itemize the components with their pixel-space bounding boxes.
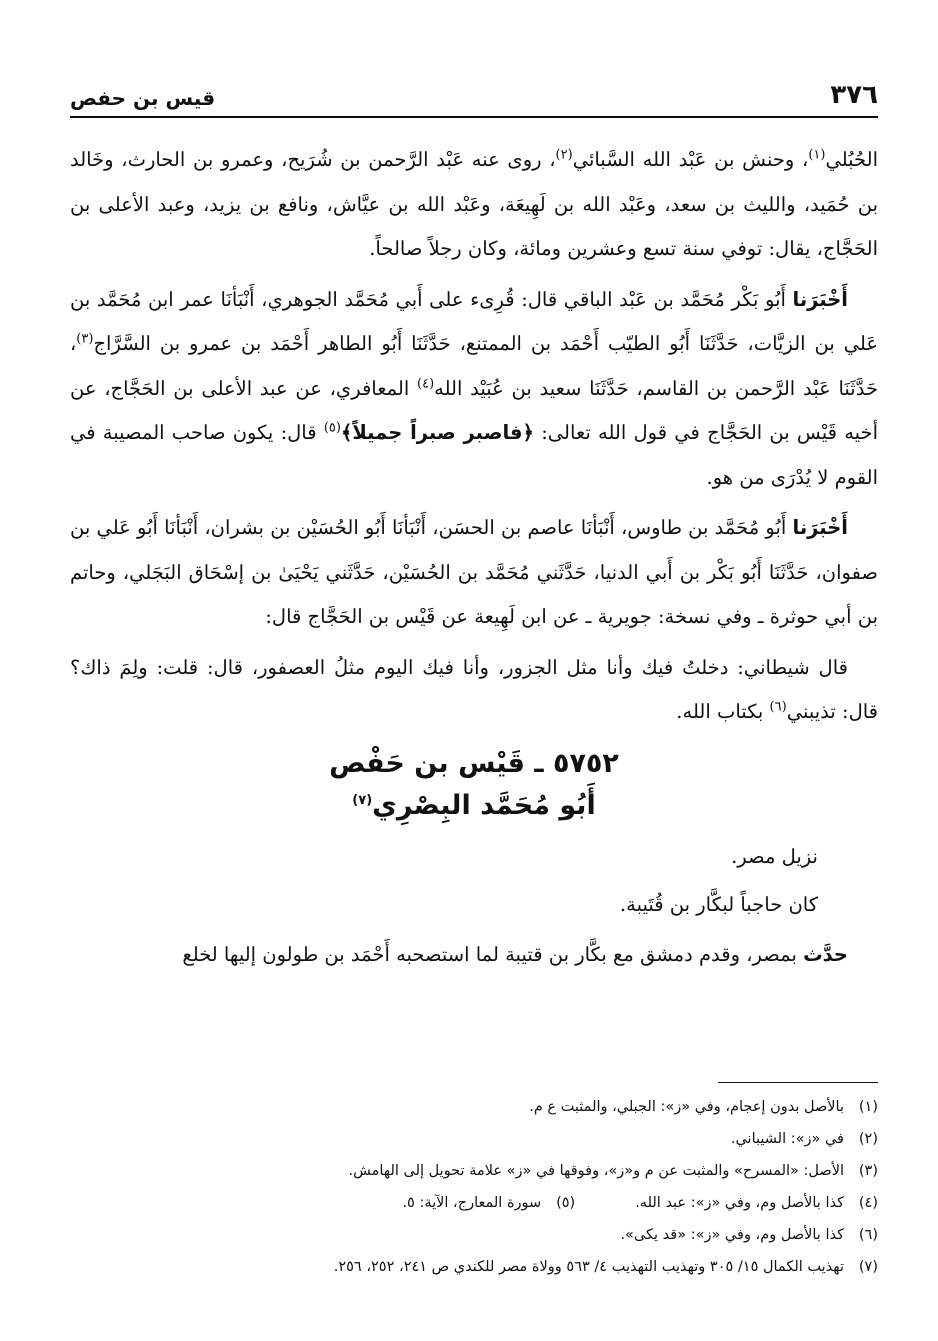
footnote-text: كذا بالأصل وم، وفي «ز»: عبد الله. (635, 1195, 844, 1211)
paragraph-1 (70, 138, 878, 272)
entry-subtitle (70, 785, 878, 827)
text-segment: بكتاب الله. (676, 700, 770, 723)
quran-verse: ﴿فاصبر صبراً جميلاً﴾ (340, 421, 534, 444)
entry-line-2: كان حاجباً لبكَّار بن قُتَيبة. (619, 892, 818, 916)
page-number: ٣٧٦ (830, 80, 878, 110)
footnote-text: في «ز»: الشيباني. (730, 1131, 844, 1147)
footnote-number: (٣) (858, 1163, 878, 1179)
text-segment: ، وحنش بن عَبْد الله السَّبائي (572, 148, 809, 171)
text-segment: بمصر، وقدم دمشق مع بكَّار بن قتيبة لما استصحبه أَحْمَد بن طولون إليها لخلع (182, 942, 804, 966)
main-text (70, 138, 878, 977)
text-segment: أَبُو بَكْر مُحَمَّد بن عَبْد الباقي قال: قُرِىء على أَبي مُحَمَّد الجوهري، أَنْبَأنَا عمر ابن مُحَمَّد بن عَلي بن الزيَّات، حَدَّثَنَا أَبُو الطيّب أَحْمَد بن الممتنع، حَدَّثَنَا أَبُو الطاهر أَحْمَد بن عمرو بن السَّرَّاج (70, 287, 878, 355)
text-segment: ، حَدَّثَنَا عَبْد الرَّحمن بن القاسم، حَدَّثَنَا سعيد بن عُبَيْد الله (70, 332, 878, 400)
footnote-text: بالأصل بدون إعجام، وفي «ز»: الجبلي، والمثبت ع م. (529, 1099, 844, 1115)
footnote-5 (402, 1187, 575, 1219)
text-segment: أَبُو مُحَمَّد بن طاوس، أَنْبَأنَا عاصم بن الحسَن، أَنْبَأنَا أَبُو الحُسَيْن بن بشران، أَنْبَأنَا أَبُو عَلي بن صفوان، حَدَّثَنَا أَبُو بَكْر بن أَبي الدنيا، حَدَّثَني مُحَمَّد بن الحُسَيْن، حَدَّثَني يَحْيَىٰ بن إسْحَاق البَجَلي، وحاتم بن أبي حوثرة ـ وفي نسخة: جويرية ـ عن ابن لَهِيعة عن قَيْس بن الحَجَّاج قال: (70, 516, 878, 628)
entry-line-1: نزيل مصر. (731, 844, 818, 868)
footnote-text: كذا بالأصل وم، وفي «ز»: «قد يكى». (620, 1227, 844, 1243)
entry-subtitle-text: أَبُو مُحَمَّد البِصْرِي (372, 789, 596, 821)
entry-line-3 (70, 933, 878, 978)
footnote-7 (334, 1251, 878, 1283)
footnote-list (70, 1091, 878, 1283)
footnote-row (70, 1187, 878, 1219)
footnote-3 (349, 1155, 878, 1187)
text-segment: قال: يكون صاحب المصيبة في القوم لا يُدْرَى من هو. (70, 421, 878, 489)
footnote-rule-mask (70, 1081, 718, 1085)
footnote-ref-2: (٢) (555, 147, 573, 163)
footnote-6 (620, 1219, 878, 1251)
footnote-2 (731, 1123, 878, 1155)
footnote-row (70, 1219, 878, 1251)
text-segment: قال شيطاني: دخلتُ فيك وأنا مثل الجزور، وأنا فيك اليوم مثلُ العصفور، قال: قلت: ولِمَ ذاك؟ قال: تذيبني (70, 655, 878, 723)
footnote-ref-1: (١) (808, 147, 826, 163)
footnote-number: (٦) (858, 1227, 878, 1243)
paragraph-2 (70, 278, 878, 501)
footnote-ref-5: (٥) (323, 420, 341, 436)
footnotes-section (70, 1082, 878, 1283)
text-segment: الحُبُلي (825, 148, 879, 171)
footnote-ref-4: (٤) (417, 376, 435, 391)
footnote-ref-6: (٦) (769, 699, 787, 715)
footnote-text: تهذيب الكمال ١٥/ ٣٠٥ وتهذيب التهذيب ٤/ ٥٦٣ وولاة مصر للكندي ص ٢٤١، ٢٥٢، ٢٥٦. (333, 1259, 844, 1275)
footnote-text: الأصل: «المسرح» والمثبت عن م و«ز»، وفوقها في «ز» علامة تحويل إلى الهامش. (348, 1163, 844, 1179)
running-title: قيس بن حفص (70, 86, 216, 110)
paragraph-4 (70, 646, 878, 735)
lead-word: حدَّث (803, 942, 848, 966)
footnote-4 (635, 1187, 878, 1219)
footnote-number: (١) (858, 1099, 878, 1115)
text-segment: ، روى عنه عَبْد الرَّحمن بن شُرَيح، وعمرو بن الحارث، وخَالد بن حُمَيد، والليث بن سعد، وعَبْد الله بن لَهِيعَة، وعَبْد الله بن عيَّاش، ونافع بن يزيد، وعبد الأعلى بن الحَجَّاج، يقال: توفي سنة تسع وعشرين ومائة، وكان رجلاً صالحاً. (70, 148, 878, 260)
page-header (70, 70, 878, 118)
text-segment: المعافري، عن عبد الأعلى بن الحَجَّاج، عن أخيه قَيْس بن الحَجَّاج في قول الله تعالى: (70, 376, 879, 444)
book-page (70, 70, 878, 983)
entry-title: ٥٧٥٢ ـ قَيْس بن حَفْص (329, 747, 619, 779)
footnote-row (70, 1091, 878, 1123)
footnote-number: (٢) (858, 1131, 878, 1147)
lead-word: أَخْبَرَنا (792, 287, 848, 311)
footnote-number: (٥) (556, 1195, 576, 1211)
footnote-1 (529, 1091, 878, 1123)
footnote-ref-7: (٧) (352, 792, 373, 808)
paragraph-3 (70, 506, 878, 640)
footnote-text: سورة المعارج، الآية: ٥. (402, 1195, 542, 1211)
footnote-number: (٧) (858, 1259, 878, 1275)
footnote-ref-3: (٣) (76, 331, 94, 347)
footnote-number: (٤) (858, 1195, 878, 1211)
footnote-row (70, 1155, 878, 1187)
footnote-row (70, 1123, 878, 1155)
footnote-row (70, 1251, 878, 1283)
lead-word: أَخْبَرَنا (792, 516, 848, 539)
